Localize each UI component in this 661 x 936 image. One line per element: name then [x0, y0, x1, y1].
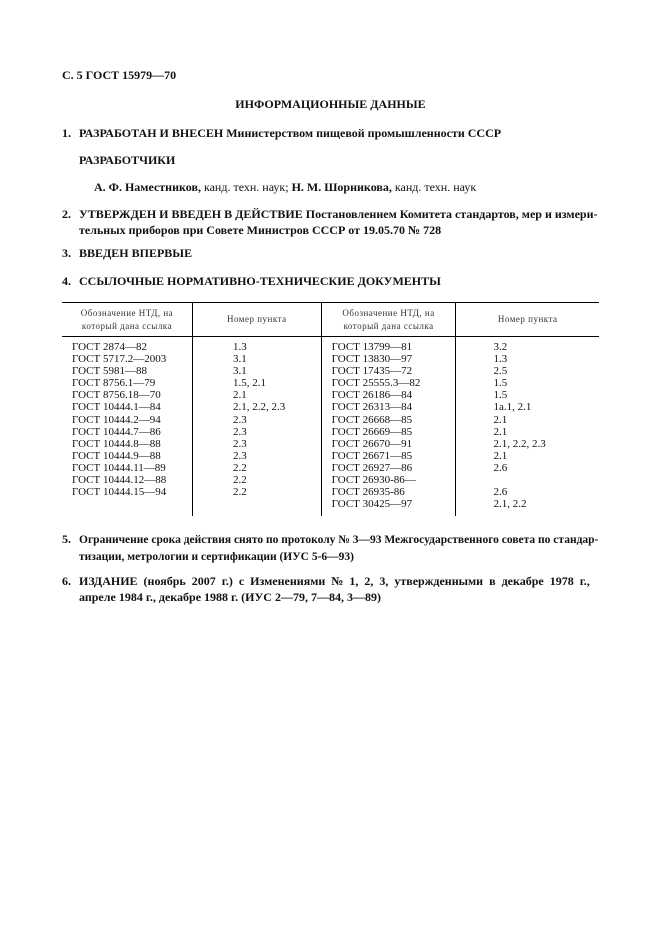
- section-4-heading: ССЫЛОЧНЫЕ НОРМАТИВНО-ТЕХНИЧЕСКИЕ ДОКУМЕНТЫ: [79, 274, 441, 288]
- table-cell: ГОСТ 26669—85: [331, 425, 413, 438]
- table-cell: 2.1: [232, 389, 247, 402]
- table-header-row: [62, 303, 599, 337]
- table-cell: ГОСТ 26670—91: [331, 437, 413, 450]
- section-5: [62, 531, 602, 565]
- table-cell: 2.2: [232, 486, 247, 499]
- section-2-number: 2.: [62, 207, 71, 221]
- table-cell: ГОСТ 10444.8—88: [72, 437, 161, 450]
- table-cell: ГОСТ 13830—97: [331, 353, 413, 366]
- developers-heading: РАЗРАБОТЧИКИ: [79, 153, 176, 167]
- developer-degree-2: канд. техн. наук: [391, 180, 477, 194]
- section-5-line-1: Ограничение срока действия снято по протоколу № 3—93 Межгосударственного совета по стандар-: [79, 534, 599, 546]
- table-cell: 2.3: [232, 413, 247, 426]
- table-cell: 2.3: [232, 437, 247, 450]
- table-cell: 3.1: [232, 365, 247, 378]
- table-cell: [493, 474, 599, 486]
- table-cell: 1.3: [232, 341, 247, 353]
- right-item-column: [456, 337, 599, 517]
- table-cell: ГОСТ 26671—85: [331, 449, 413, 462]
- table-cell: ГОСТ 26186—84: [331, 389, 413, 402]
- developer-name-1: А. Ф. Наместников,: [94, 180, 201, 194]
- table-cell: 2.2: [232, 461, 247, 474]
- table-cell: ГОСТ 25555.3—82: [331, 377, 421, 390]
- section-5-line-2: тизации, метрологии и сертификации (ИУС 5-6—93): [79, 551, 355, 563]
- table-cell: 2.1: [493, 425, 508, 438]
- section-3-number: 3.: [62, 246, 71, 260]
- section-3-heading: ВВЕДЕН ВПЕРВЫЕ: [79, 246, 193, 260]
- table-cell: 2.1, 2.2, 2.3: [493, 437, 546, 450]
- table-cell: 1.5: [493, 377, 508, 390]
- left-doc-column: [62, 337, 192, 517]
- section-1-number: 1.: [62, 126, 71, 140]
- table-row: [62, 337, 599, 517]
- section-2-line-1: Постановлением Комитета стандартов, мер и измери-: [302, 207, 598, 221]
- section-2-heading: УТВЕРЖДЕН И ВВЕДЕН В ДЕЙСТВИЕ: [79, 207, 303, 221]
- table-cell: 2.1: [493, 413, 508, 426]
- section-1-heading: РАЗРАБОТАН И ВНЕСЕН: [79, 126, 224, 140]
- section-1: [62, 125, 602, 141]
- column-header-doc-right: Обозначение НТД, на который дана ссылка: [321, 303, 456, 337]
- table-cell: 1.5, 2.1: [232, 377, 266, 390]
- section-3: [62, 245, 602, 261]
- table-cell: ГОСТ 13799—81: [331, 341, 413, 353]
- table-cell: ГОСТ 26313—84: [331, 401, 413, 414]
- table-cell: ГОСТ 10444.7—86: [72, 425, 161, 438]
- column-header-doc-left: Обозначение НТД, на который дана ссылка: [62, 303, 192, 337]
- table-cell: ГОСТ 10444.11—89: [72, 461, 166, 474]
- table-cell: 3.2: [493, 341, 508, 353]
- developer-degree-1: канд. техн. наук;: [200, 180, 292, 194]
- section-6: [62, 573, 602, 605]
- table-cell: ГОСТ 26668—85: [331, 413, 413, 426]
- section-4-number: 4.: [62, 274, 71, 288]
- table-cell: ГОСТ 26927—86: [331, 461, 413, 474]
- table-cell: ГОСТ 10444.15—94: [72, 486, 167, 499]
- table-cell: ГОСТ 10444.9—88: [72, 449, 161, 462]
- table-cell: ГОСТ 5981—88: [72, 365, 147, 378]
- reference-documents-table: [62, 302, 599, 516]
- section-1-text: Министерством пищевой промышленности СССР: [223, 126, 502, 140]
- table-cell: ГОСТ 10444.2—94: [72, 413, 161, 426]
- section-6-line-2: апреле 1984 г., декабре 1988 г. (ИУС 2—79, 7—84, 3—89): [79, 590, 381, 604]
- table-cell: ГОСТ 26930-86—: [331, 474, 416, 487]
- table-cell: 2.2: [232, 474, 247, 487]
- table-cell: 2.1, 2.2, 2.3: [232, 401, 286, 414]
- document-title: ИНФОРМАЦИОННЫЕ ДАННЫЕ: [235, 97, 426, 111]
- table-cell: ГОСТ 8756.1—79: [72, 377, 156, 390]
- section-6-line-1: ИЗДАНИЕ (ноябрь 2007 г.) с Изменениями № 1, 2, 3, утвержденными в декабре 1978 г.,: [79, 574, 590, 588]
- table-cell: 1.3: [493, 353, 508, 366]
- section-5-number: 5.: [62, 532, 71, 546]
- table-cell: 2.1: [493, 449, 508, 462]
- table-cell: ГОСТ 10444.12—88: [72, 474, 167, 487]
- section-6-number: 6.: [62, 574, 71, 588]
- table-cell: ГОСТ 30425—97: [331, 498, 413, 511]
- table-cell: 2.3: [232, 425, 247, 438]
- table-cell: 2.6: [493, 461, 508, 474]
- table-cell: ГОСТ 8756.18—70: [72, 389, 161, 402]
- table-cell: 3.1: [232, 353, 247, 366]
- section-2-line-2: тельных приборов при Совете Министров СССР от 19.05.70 № 728: [79, 223, 442, 237]
- table-cell: ГОСТ 17435—72: [331, 365, 413, 378]
- table-cell: 2.1, 2.2: [493, 498, 527, 511]
- table-cell: 2.3: [232, 449, 247, 462]
- table-cell: ГОСТ 10444.1—84: [72, 401, 161, 414]
- left-item-column: [192, 337, 321, 517]
- developers-list: [94, 180, 476, 195]
- table-cell: 2.6: [493, 486, 508, 499]
- page-header: С. 5 ГОСТ 15979—70: [62, 68, 177, 82]
- table-cell: 1а.1, 2.1: [493, 401, 532, 414]
- right-doc-column: [321, 337, 456, 517]
- table-cell: ГОСТ 26935-86: [331, 486, 405, 499]
- section-2: [62, 206, 602, 238]
- developer-name-2: Н. М. Шорникова,: [291, 180, 392, 194]
- table-cell: 1.5: [493, 389, 508, 402]
- column-header-item-left: Номер пункта: [192, 303, 321, 337]
- column-header-item-right: Номер пункта: [456, 303, 599, 337]
- section-4: [62, 273, 602, 289]
- table-cell: ГОСТ 5717.2—2003: [72, 353, 167, 366]
- table-cell: ГОСТ 2874—82: [72, 341, 147, 353]
- table-cell: 2.5: [493, 365, 508, 378]
